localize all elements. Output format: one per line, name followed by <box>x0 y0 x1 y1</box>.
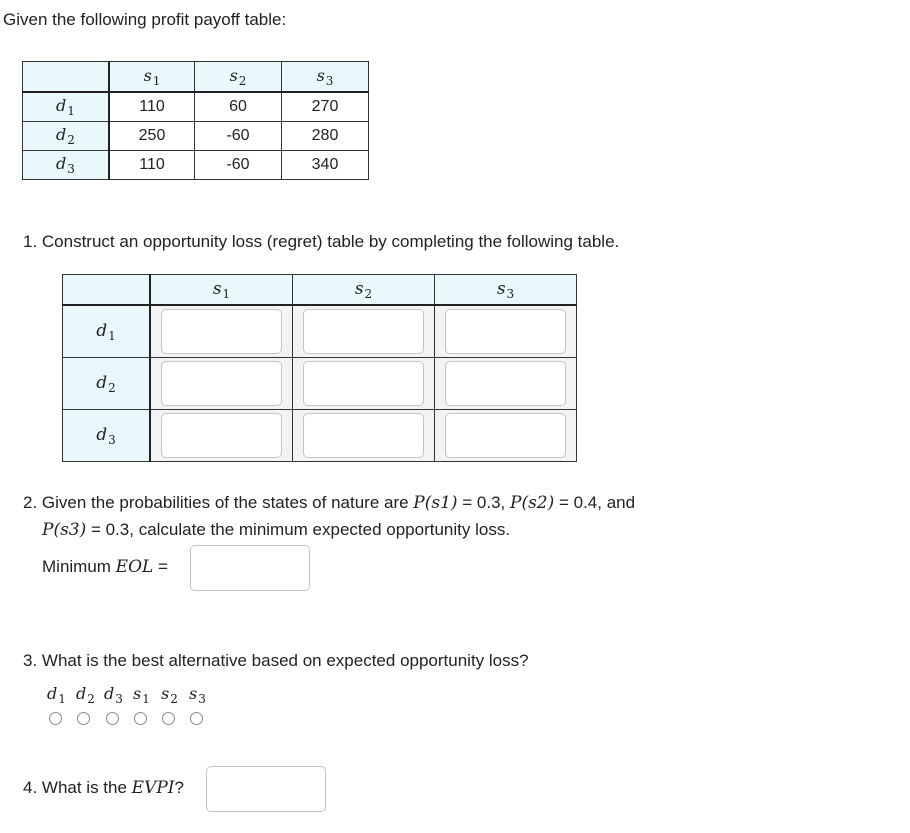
regret-input-d3-s1[interactable] <box>161 413 282 458</box>
q4-prefix: 4. What is the <box>23 778 132 797</box>
q3-text: 3. What is the best alternative based on expected opportunity loss? <box>23 651 529 670</box>
regret-input-d3-s2[interactable] <box>303 413 424 458</box>
regret-col-header: $s_2$ <box>293 275 435 306</box>
payoff-cell: 270 <box>282 92 369 122</box>
regret-col-sub: 1 <box>222 286 231 301</box>
payoff-cell: 340 <box>282 151 369 180</box>
payoff-corner-cell <box>23 62 110 93</box>
payoff-col-header: $s_3$ <box>282 62 369 93</box>
option-label-s1: $s_1$ <box>133 684 150 706</box>
payoff-cell: 280 <box>282 122 369 151</box>
regret-input-d3-s3[interactable] <box>445 413 566 458</box>
radio-d1[interactable] <box>49 712 62 725</box>
regret-cell <box>293 305 435 358</box>
option-sub: 1 <box>142 692 150 706</box>
regret-row <box>63 305 577 358</box>
q2-p2-value: = 0.4, and <box>554 493 636 512</box>
q4-text <box>23 778 184 798</box>
regret-col-header: $s_1$ <box>150 275 293 306</box>
option-sub: 3 <box>198 692 206 706</box>
option-sub: 1 <box>58 692 66 706</box>
evpi-symbol: EVPI <box>131 778 175 798</box>
regret-col-sub: 3 <box>506 286 515 301</box>
radio-d2[interactable] <box>77 712 90 725</box>
payoff-cell: 60 <box>195 92 282 122</box>
option-label-d2: $d_2$ <box>76 684 95 706</box>
payoff-row <box>23 92 369 122</box>
min-eol-label <box>42 557 168 577</box>
min-eol-input[interactable] <box>190 545 310 591</box>
regret-row-header: $d_1$ <box>63 305 151 358</box>
option-label-s2: $s_2$ <box>161 684 178 706</box>
payoff-cell: 250 <box>109 122 195 151</box>
regret-cell <box>435 358 577 410</box>
regret-cell <box>150 358 293 410</box>
regret-row-header: $d_2$ <box>63 358 151 410</box>
q2-p1-value: = 0.3, <box>457 493 510 512</box>
eol-symbol: EOL <box>115 557 154 577</box>
option-sub: 2 <box>170 692 178 706</box>
min-eol-equals: = <box>153 557 168 576</box>
q2-text-a: 2. Given the probabilities of the states of nature are <box>23 493 414 512</box>
regret-input-d1-s3[interactable] <box>445 309 566 354</box>
regret-input-d2-s3[interactable] <box>445 361 566 406</box>
regret-cell <box>293 358 435 410</box>
payoff-row-header: $d_1$ <box>23 92 110 122</box>
option-label-s3: $s_3$ <box>189 684 206 706</box>
payoff-col-sub: 2 <box>238 73 247 88</box>
evpi-input[interactable] <box>206 766 326 812</box>
q4-suffix: ? <box>174 778 184 797</box>
payoff-row-header: $d_3$ <box>23 151 110 180</box>
payoff-cell: -60 <box>195 122 282 151</box>
option-label-d1: $d_1$ <box>47 684 66 706</box>
regret-row-header: $d_3$ <box>63 410 151 462</box>
payoff-row-header: $d_2$ <box>23 122 110 151</box>
payoff-table <box>22 61 369 180</box>
regret-col-sub: 2 <box>364 286 373 301</box>
q2-p2-expr: P(s2) <box>510 493 555 513</box>
payoff-row-sub: 3 <box>67 162 75 176</box>
option-sub: 3 <box>115 692 123 706</box>
radio-s3[interactable] <box>190 712 203 725</box>
regret-row-sub: 3 <box>108 432 116 447</box>
q2-text-b: = 0.3, calculate the minimum expected opportunity loss. <box>86 520 511 539</box>
regret-table <box>62 274 577 462</box>
q1-text: 1. Construct an opportunity loss (regret) table by completing the following table. <box>23 232 620 251</box>
payoff-row <box>23 151 369 180</box>
radio-s2[interactable] <box>162 712 175 725</box>
payoff-col-sub: 3 <box>325 73 334 88</box>
option-label-d3: $d_3$ <box>104 684 123 706</box>
payoff-col-header: $s_2$ <box>195 62 282 93</box>
q2-p3-expr: P(s3) <box>42 520 87 540</box>
payoff-cell: 110 <box>109 92 195 122</box>
regret-input-d2-s1[interactable] <box>161 361 282 406</box>
option-sub: 2 <box>87 692 95 706</box>
payoff-cell: -60 <box>195 151 282 180</box>
radio-d3[interactable] <box>106 712 119 725</box>
payoff-col-header: $s_1$ <box>109 62 195 93</box>
regret-corner-cell <box>63 275 151 306</box>
payoff-cell: 110 <box>109 151 195 180</box>
q2-line1 <box>23 493 635 513</box>
payoff-row-sub: 1 <box>67 104 75 118</box>
payoff-row <box>23 122 369 151</box>
regret-cell <box>150 410 293 462</box>
regret-cell <box>435 410 577 462</box>
intro-text: Given the following profit payoff table: <box>3 10 287 29</box>
payoff-row-sub: 2 <box>67 133 75 147</box>
regret-input-d2-s2[interactable] <box>303 361 424 406</box>
regret-row-sub: 1 <box>108 328 116 343</box>
q2-p1-expr: P(s1) <box>413 493 458 513</box>
payoff-col-sub: 1 <box>152 73 161 88</box>
regret-row <box>63 410 577 462</box>
regret-input-d1-s2[interactable] <box>303 309 424 354</box>
regret-header-row <box>63 275 577 306</box>
regret-col-header: $s_3$ <box>435 275 577 306</box>
payoff-header-row <box>23 62 369 93</box>
regret-row-sub: 2 <box>108 380 116 395</box>
regret-cell <box>435 305 577 358</box>
regret-cell <box>150 305 293 358</box>
q2-line2 <box>42 520 510 540</box>
radio-s1[interactable] <box>134 712 147 725</box>
regret-input-d1-s1[interactable] <box>161 309 282 354</box>
regret-row <box>63 358 577 410</box>
regret-cell <box>293 410 435 462</box>
min-eol-prefix: Minimum <box>42 557 116 576</box>
